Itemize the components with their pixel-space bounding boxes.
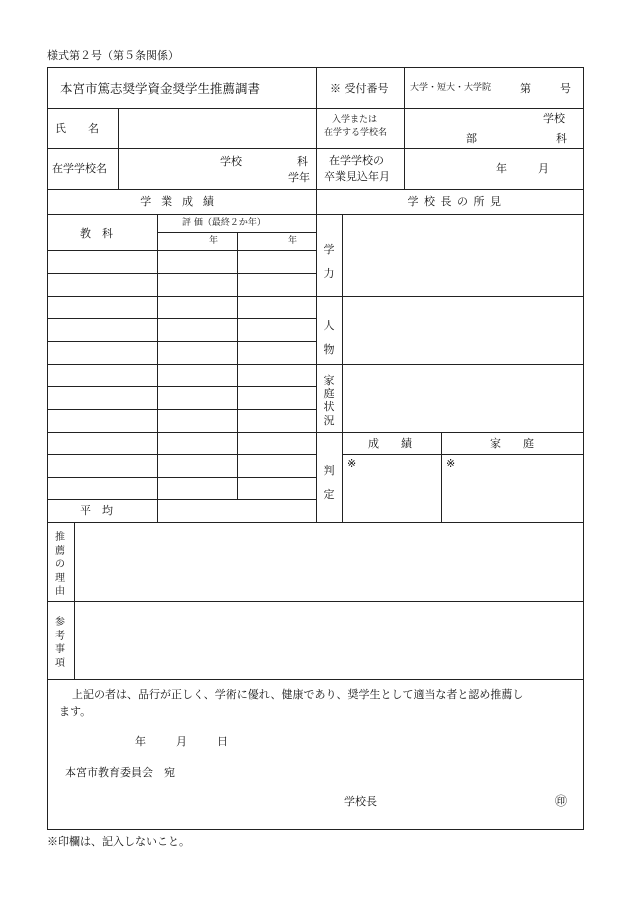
grades-year-1-column[interactable] <box>158 251 236 498</box>
average-field[interactable] <box>158 500 315 521</box>
principal-signature-field[interactable] <box>385 790 545 812</box>
home-label: 家 庭 <box>490 437 534 450</box>
reference-notes-field[interactable] <box>75 602 582 678</box>
graduation-month-unit: 月 <box>538 162 549 175</box>
judgment-home-field[interactable] <box>442 455 582 521</box>
graduation-year-unit: 年 <box>496 162 507 175</box>
number-suffix: 号 <box>560 82 571 95</box>
judgment-label: 判定 <box>323 464 335 502</box>
family-situation-field[interactable] <box>343 365 582 431</box>
graduation-label-2: 卒業見込年月 <box>324 170 390 183</box>
principal-opinion-header: 学校長の所見 <box>407 195 507 208</box>
reference-notes-label: 参考事項 <box>55 617 65 669</box>
form-title: 本宮市篤志奨学資金奨学生推薦調書 <box>60 81 261 96</box>
name-label: 氏 名 <box>55 122 99 135</box>
subject-label: 教 科 <box>80 227 113 240</box>
character-field[interactable] <box>343 297 582 363</box>
average-label: 平 均 <box>80 504 113 517</box>
number-prefix: 第 <box>520 82 531 95</box>
declaration-text-line-1: 上記の者は、品行が正しく、学術に優れ、健康であり、奨学生として適当な者と認め推薦し <box>72 688 524 701</box>
entry-dept-label: 部 <box>466 132 477 145</box>
judgment-results-field[interactable] <box>343 455 440 521</box>
date-day-unit: 日 <box>217 735 228 748</box>
year-column-2: 年 <box>288 236 298 246</box>
date-year-unit: 年 <box>135 735 146 748</box>
evaluation-label: 評 価（最終２か年） <box>182 218 266 228</box>
subjects-column[interactable] <box>48 251 156 498</box>
current-school-label: 在学学校名 <box>52 162 107 175</box>
school-type-options: 大学・短大・大学院 <box>410 83 492 93</box>
academic-field[interactable] <box>343 215 582 295</box>
current-school-suffix: 学校 <box>220 155 242 168</box>
graduation-date-field[interactable] <box>405 149 582 188</box>
results-mark: ※ <box>347 457 357 470</box>
entry-course-label: 科 <box>556 132 567 145</box>
entry-school-label-2: 在学する学校名 <box>324 128 388 138</box>
entry-school-suffix: 学校 <box>543 112 565 125</box>
form-number: 様式第２号（第５条関係） <box>47 49 179 62</box>
date-field[interactable] <box>100 730 240 752</box>
current-course-label: 科 <box>297 155 308 168</box>
recommendation-reason-label: 推薦の理由 <box>55 532 65 597</box>
year-column-1: 年 <box>209 236 219 246</box>
graduation-label-1: 在学学校の <box>329 154 384 167</box>
date-month-unit: 月 <box>176 735 187 748</box>
addressee: 本宮市教育委員会 宛 <box>65 766 175 779</box>
home-mark: ※ <box>446 457 456 470</box>
recommendation-reason-field[interactable] <box>75 523 582 600</box>
principal-signature-label: 学校長 <box>344 795 377 808</box>
grades-year-2-column[interactable] <box>238 251 315 498</box>
character-label: 人物 <box>323 319 335 357</box>
results-label: 成 績 <box>368 437 412 450</box>
current-year-label: 学年 <box>288 171 310 184</box>
entry-school-label-1: 入学または <box>332 115 378 125</box>
seal-mark: ㊞ <box>555 794 568 808</box>
grades-header: 学業成績 <box>140 195 224 208</box>
current-school-field[interactable] <box>119 149 315 188</box>
footnote: ※印欄は、記入しないこと。 <box>47 835 190 848</box>
frame-right <box>583 67 584 830</box>
declaration-text-line-2: ます。 <box>59 705 92 718</box>
family-situation-label: 家庭状況 <box>323 374 335 427</box>
reception-number-label: ※ 受付番号 <box>330 82 389 95</box>
academic-label: 学力 <box>323 243 335 281</box>
name-field[interactable] <box>119 109 315 147</box>
frame-bottom <box>47 829 584 830</box>
